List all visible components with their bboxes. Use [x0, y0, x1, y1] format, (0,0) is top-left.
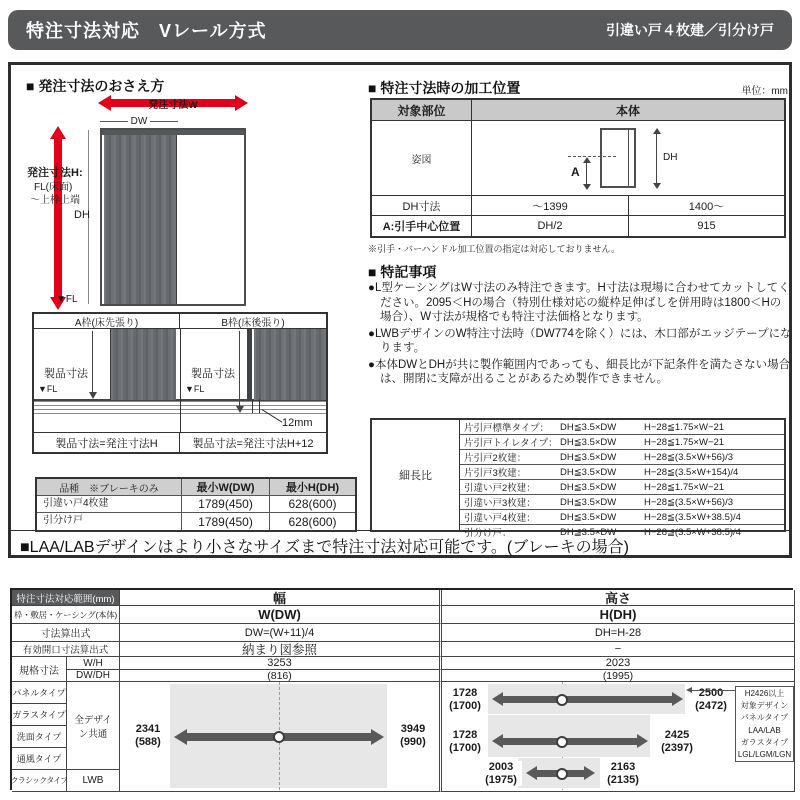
kind-cell: 引分け戸 [37, 513, 182, 530]
note-line: パネルタイプ [740, 713, 789, 723]
range-table [10, 588, 793, 790]
height2-max-label [654, 729, 700, 754]
door-stile-line [628, 130, 629, 186]
dh-arrow-up-icon [653, 128, 661, 134]
note-line: LGL/LGM/LGN [737, 750, 792, 760]
range-corner-header: 特注寸法対応範囲(mm) [12, 590, 120, 606]
width-max: 3949 [400, 723, 426, 735]
range-midpoint-icon [556, 694, 568, 706]
width-min-sub: (588) [135, 735, 161, 748]
door-type: 片引戸標準タイプ： [464, 423, 550, 434]
minh-cell: 628(600) [288, 497, 337, 511]
wh-w-value: 3253 [120, 657, 439, 670]
machining-note: ※引手・バーハンドル加工位置の指定は対応しておりません。 [368, 244, 621, 254]
note-item: ●L型ケーシングはW寸法のみ特注できます。H寸法は現場に合わせてカットしてください。2095＜Hの場合（特別仕様対応の縦枠足伸ばしを併用時は1800＜Hの場合）、W寸法が規格でも特注寸法価格となります。 [368, 282, 790, 323]
col-minw-header: 最小W(DW) [182, 479, 270, 495]
lwb-cell: LWB [67, 770, 120, 792]
a-value-2: 915 [697, 220, 716, 232]
note-item: ●本体DWとDHが共に製作範囲内であっても、細長比が下記条件を満たさない場合は、開閉に支障が出ることがあるため製作できません。 [368, 358, 791, 385]
col-kind-header: 品種 ※ブレーキのみ [37, 479, 182, 495]
col-minh-header: 最小H(DH) [285, 482, 340, 494]
height-col-header: 高さ [439, 590, 795, 606]
height2-max: 2425 [664, 729, 690, 741]
type-row-label: ガラスタイプ [12, 704, 67, 726]
door-type: 引分け戸： [464, 528, 512, 539]
dh-range-2: 1400～ [688, 200, 725, 213]
dw-condition: DH≦3.5×DW [560, 481, 617, 493]
height3-min: 2003 [488, 761, 514, 773]
a-formula: 製品寸法=発注寸法H [34, 433, 180, 452]
minw-cell: 1789(450) [182, 496, 270, 512]
note-leader-line [690, 690, 735, 691]
order-height-sub1: FL(床面) [34, 182, 73, 193]
a-arrow-up-icon [583, 157, 591, 163]
h-condition: H−28≦1.75×W−21 [644, 481, 725, 493]
laa-separator [11, 530, 789, 531]
b-door-panel [254, 329, 326, 400]
door-type: 片引戸2枚建： [464, 453, 527, 464]
order-width-label: 発注寸法W [148, 100, 198, 111]
height1-max-sub: (2472) [695, 699, 727, 712]
type-row-label: パネルタイプ [12, 682, 67, 704]
dh-range-1: ～1399 [472, 196, 629, 215]
notes-list [368, 281, 792, 387]
opening-h-value: − [439, 642, 795, 657]
dw-condition: DH≦3.5×DW [560, 511, 617, 523]
dwdh-w-value: (816) [120, 670, 439, 682]
frame-type-table [32, 312, 328, 454]
dim-line [150, 121, 178, 122]
note-line: ガラスタイプ [740, 737, 789, 747]
range-arrow-bar [502, 738, 639, 745]
b-formula: 製品寸法=発注寸法H+12 [192, 437, 314, 450]
machining-table [370, 98, 786, 238]
min-table-header [37, 479, 355, 496]
note-item: ●LWBデザインのW特注寸法時（DW774を除く）には、木口部がエッジテープになります。 [368, 327, 792, 354]
range-arrow-right-icon [672, 692, 683, 706]
col-part-header: 対象部位 [372, 100, 472, 120]
type-row-label: 洗面タイプ [12, 726, 67, 748]
b-fl-marker: ▼FL [185, 384, 205, 394]
order-width-arrow [98, 95, 248, 111]
slender-label: 細長比 [372, 420, 460, 530]
height1-min-sub: (1700) [449, 699, 481, 712]
a-product-dim-label: 製品寸法 [44, 368, 88, 380]
height1-min: 1728 [452, 687, 478, 699]
sugata-row [372, 121, 784, 196]
slender-table [370, 418, 786, 539]
a-fl-marker: ▼FL [38, 384, 58, 394]
dw-condition: DH≦3.5×DW [560, 436, 617, 448]
range-arrow-right-icon [584, 766, 595, 780]
range-arrow-right-icon [371, 729, 384, 745]
formula-row-label: 寸法算出式 [12, 624, 120, 642]
dh-diagram-label: DH [663, 152, 678, 163]
height3-max-label [600, 761, 646, 786]
dh-label: DH [74, 209, 90, 221]
handle-center-row [372, 216, 784, 236]
height3-min-label [480, 761, 522, 786]
dw-label: DW [130, 116, 148, 127]
range-midpoint-icon [556, 736, 568, 748]
slender-row [460, 465, 784, 480]
range-arrow-right-icon [637, 734, 648, 748]
frame-table-diagrams [34, 329, 326, 432]
width-max-label [390, 723, 436, 748]
dw-dimension [100, 115, 178, 128]
dh-size-row [372, 196, 784, 216]
min-table-row [37, 496, 355, 513]
frame-table-header [34, 314, 326, 329]
type-row-label: クラシックタイプ [12, 770, 67, 792]
slender-row [460, 420, 784, 435]
design-common-cell: 全デザイン共通 [67, 682, 120, 770]
slender-row [460, 495, 784, 510]
slender-row [460, 435, 784, 450]
door-type: 引違い戸3枚建： [464, 498, 536, 509]
height2-min-label [444, 729, 486, 754]
h-condition: H−28≦1.75×W−21 [644, 421, 725, 433]
height2-min-sub: (1700) [449, 741, 481, 754]
height-range-area-2 [488, 715, 650, 757]
b-dim-line [239, 331, 240, 409]
range-midpoint-icon [273, 731, 285, 743]
height1-max: 2500 [698, 687, 724, 699]
col-body-header: 本体 [472, 100, 784, 120]
min-size-table [35, 477, 357, 532]
note-line: LAA/LAB [748, 725, 781, 735]
sugata-label: 姿図 [372, 121, 472, 195]
min-table-row [37, 513, 355, 530]
fl-marker: ▼FL [56, 294, 78, 305]
slender-row [460, 510, 784, 525]
order-height-label: 発注寸法H: [27, 167, 83, 179]
door-type: 引違い戸4枚建： [464, 513, 536, 524]
dw-condition: DH≦3.5×DW [560, 526, 617, 538]
slender-row [460, 450, 784, 465]
width-range-chart [120, 682, 439, 792]
note-leader-arrow-icon [686, 687, 692, 693]
kind-cell: 引違い戸4枚建 [37, 496, 182, 512]
a-value-1: DH/2 [472, 216, 629, 236]
page-title: 特注寸法対応 Vレール方式 [26, 21, 267, 41]
dim-line [100, 121, 128, 122]
arrow-bar [54, 138, 62, 298]
waku-row-label: 枠・敷居・ケーシング(本体) [12, 606, 120, 624]
waku-h-value: H(DH) [439, 606, 795, 624]
h-condition: H−28≦1.75×W−21 [644, 436, 725, 448]
height-range-chart [439, 682, 795, 792]
dh-dim-line [656, 130, 657, 186]
a-dim-line [92, 331, 93, 395]
door-outline [600, 128, 636, 188]
frame-table-footer [34, 432, 326, 452]
height2-max-sub: (2397) [661, 741, 693, 754]
height3-min-sub: (1975) [485, 773, 517, 786]
opening-row-label: 有効開口寸法算出式 [12, 642, 120, 657]
minw-cell: 1789(450) [182, 513, 270, 530]
dwdh-label: DW/DH [67, 670, 120, 682]
dw-condition: DH≦3.5×DW [560, 496, 617, 508]
gap-box [252, 399, 260, 413]
machining-section-title: ■ 特注寸法時の加工位置 [368, 80, 521, 96]
height2-min: 1728 [452, 729, 478, 741]
h-condition: H−28≦(3.5×W+56)/3 [644, 451, 734, 463]
page-header-bar [8, 10, 792, 50]
a-diagram-label: A [571, 165, 580, 179]
wh-h-value: 2023 [439, 657, 795, 670]
product-type-label: 引違い戸４枚建／引分け戸 [606, 22, 774, 38]
a-dim-arrow-down-icon [89, 392, 97, 399]
order-section-title: ■ 発注寸法のおさえ方 [26, 78, 165, 94]
opening-w-value: 納まり図参照 [120, 642, 439, 657]
h-condition: H−28≦(3.5×W+38.5)/4 [644, 511, 741, 523]
formula-h-value: DH=H-28 [439, 624, 795, 642]
sugata-diagram [472, 121, 784, 195]
order-height-sub2: ～上枠上端 [30, 195, 80, 206]
machining-header [372, 100, 784, 121]
handle-center-dashline [568, 156, 616, 157]
notes-section-title: ■ 特記事項 [368, 264, 437, 280]
h-condition: H−28≦(3.5×W+56)/3 [644, 496, 734, 508]
h-condition: H−28≦(3.5×W+154)/4 [644, 466, 739, 478]
range-midpoint-icon [556, 768, 568, 780]
note-line: 対象デザイン [740, 701, 789, 711]
standard-size-label: 規格寸法 [12, 657, 67, 682]
waku-w-value: W(DW) [120, 606, 439, 624]
slender-row [460, 480, 784, 495]
door-type: 片引戸3枚建： [464, 468, 527, 479]
door-type: 片引戸トイレタイプ： [464, 438, 558, 449]
dw-condition: DH≦3.5×DW [560, 421, 617, 433]
minh-cell: 628(600) [288, 514, 337, 529]
formula-w-value: DW=(W+11)/4 [120, 624, 439, 642]
height1-min-label [444, 687, 486, 712]
height3-max-sub: (2135) [607, 773, 639, 786]
b-frame-header: B枠(床後張り) [221, 317, 285, 329]
laa-note: ■LAA/LABデザインはより小さなサイズまで特注寸法対応可能です。(ブレーキの場合) [20, 539, 629, 556]
height3-max: 2163 [610, 761, 636, 773]
h2426-note-box [735, 686, 794, 762]
width-min: 2341 [135, 723, 161, 735]
b-dim-arrow-down-icon [236, 406, 244, 413]
note-line: H2426以上 [744, 689, 785, 698]
dh-arrow-down-icon [653, 183, 661, 189]
unit-label: 単位：mm [741, 86, 788, 97]
wh-label: W/H [67, 657, 120, 670]
type-row-label: 通風タイプ [12, 748, 67, 770]
half-divider [180, 329, 181, 432]
dw-condition: DH≦3.5×DW [560, 466, 617, 478]
a-door-panel [110, 329, 176, 400]
gap-label: 12mm [282, 417, 313, 429]
dw-condition: DH≦3.5×DW [560, 451, 617, 463]
dh-row-label: DH寸法 [372, 196, 472, 215]
order-height-arrow [50, 126, 66, 310]
b-door-edge [247, 329, 252, 400]
b-product-dim-label: 製品寸法 [191, 368, 235, 380]
h-condition: H−28≦(3.5×W+38.5)/4 [644, 526, 741, 538]
a-frame-header: A枠(床先張り) [34, 314, 180, 328]
a-row-label: A:引手中心位置 [372, 216, 472, 236]
door-type: 引違い戸2枚建： [464, 483, 536, 494]
slender-rows [460, 420, 784, 539]
width-col-header: 幅 [120, 590, 439, 606]
door-panel [104, 135, 177, 304]
width-max-sub: (990) [400, 735, 426, 748]
dwdh-h-value: (1995) [439, 670, 795, 682]
range-arrow-bar [502, 696, 674, 703]
a-arrow-down-icon [583, 184, 591, 190]
width-min-label [126, 723, 170, 748]
